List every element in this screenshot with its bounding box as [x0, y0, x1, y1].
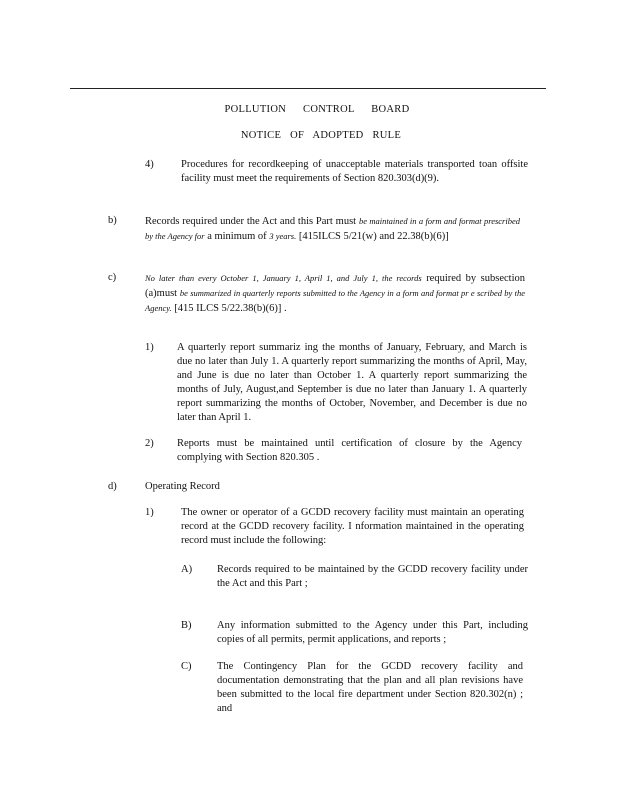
- item-c1-text: A quarterly report summariz ing the months of January, February, and March is due no later than July 1. A quarterly report summarizing the months of April, May, and June is due no later than October 1. A quarterly report summarizing the months of July, August,and September is due no later than January 1. A quarterly report summarizing the months of October, November, and December is due no later than April 1.: [177, 342, 527, 423]
- board-title: POLLUTION CONTROL BOARD: [224, 104, 410, 115]
- section-b-part5: [415ILCS 5/21(w) and 22.38(b)(6)]: [296, 231, 449, 242]
- item-a4-text: Procedures for recordkeeping of unacceptable materials transported toan offsite facility must meet the requirements of Section 820.303(d)(9).: [181, 159, 528, 184]
- section-d-label: d): [108, 481, 117, 492]
- item-c2-text: Reports must be maintained until certification of closure by the Agency complying with Section 820.305 .: [177, 438, 522, 463]
- item-d1B-label: B): [181, 620, 192, 631]
- section-c-part4: [415 ILCS 5/22.38(b)(6)] .: [171, 303, 287, 314]
- item-d1-text: The owner or operator of a GCDD recovery facility must maintain an operating record at the GCDD recovery facility. I nformation maintained in the operating record must include the following:: [181, 507, 524, 546]
- section-b-label: b): [108, 215, 117, 226]
- item-d1C-label: C): [181, 661, 192, 672]
- section-c-text: [145, 271, 525, 316]
- section-b-part1: Records required under the Act and this Part must: [145, 216, 357, 227]
- item-c1-label: 1): [145, 342, 154, 353]
- item-d1B-text: Any information submitted to the Agency under this Part, including copies of all permits, permit applications, and reports ;: [217, 620, 528, 645]
- section-b-part3: a minimum of: [207, 231, 267, 242]
- section-b-text: [145, 214, 520, 244]
- section-d-title: Operating Record: [145, 481, 220, 492]
- section-c-part3: be summarized in quarterly reports submitted to the Agency in a form and format pr e scribed by the Agency.: [145, 288, 525, 313]
- section-b-part2: be maintained in a form and format prescribed by the Agency for: [145, 216, 520, 241]
- item-d1A-label: A): [181, 564, 193, 575]
- item-d1-label: 1): [145, 507, 154, 518]
- item-a4-label: 4): [145, 159, 154, 170]
- section-c-label: c): [108, 272, 117, 283]
- notice-title: NOTICE OF ADOPTED RULE: [240, 130, 402, 141]
- item-d1A-text: Records required to be maintained by the GCDD recovery facility under the Act and this Part ;: [217, 564, 528, 589]
- item-c2-label: 2): [145, 438, 154, 449]
- header-rule: [70, 88, 546, 89]
- section-c-part2: required by subsection (a)must: [145, 273, 526, 299]
- section-c-part1: No later than every October 1, January 1, April 1, and July 1, the records: [145, 273, 422, 283]
- section-b-part4: 3 years.: [269, 231, 297, 241]
- item-d1C-text: The Contingency Plan for the GCDD recovery facility and documentation demonstrating that the plan and all plan revisions have been submitted to the local fire department under Section 820.302(n) ; and: [217, 661, 523, 714]
